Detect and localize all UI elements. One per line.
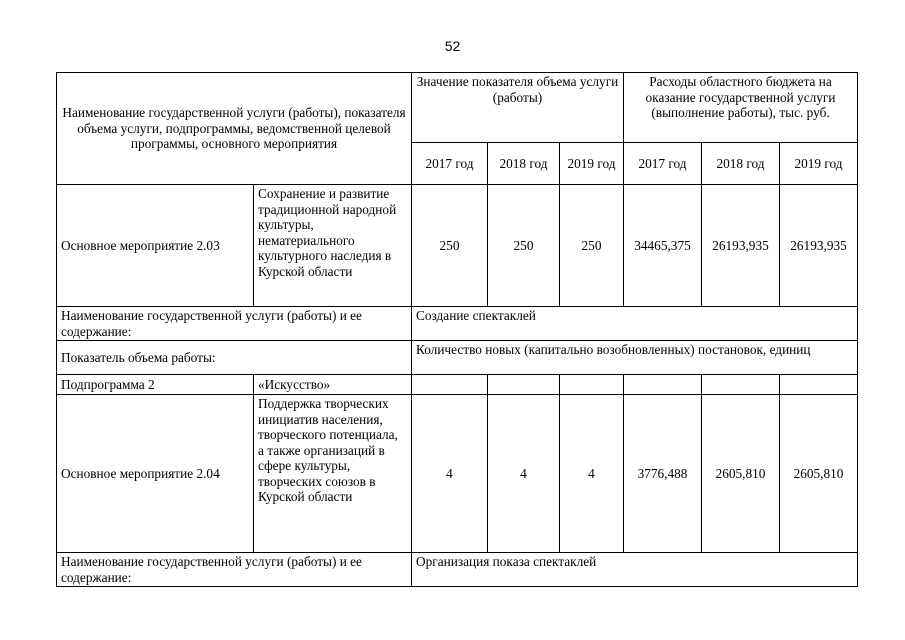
table-row (57, 185, 858, 307)
table-row (57, 341, 858, 375)
header-name-cell: Наименование государственной услуги (работы), показателя объема услуги, подпрограммы, ведомственной целевой программы, основного мероприятия (57, 73, 412, 185)
value-cell: 250 (488, 185, 560, 307)
value-cell: 4 (488, 395, 560, 553)
value-cell: 26193,935 (780, 185, 858, 307)
subprogram-name: «Искусство» (254, 375, 412, 395)
empty-cell (624, 375, 702, 395)
empty-cell (780, 375, 858, 395)
subprogram-label: Подпрограмма 2 (57, 375, 254, 395)
table-row (57, 553, 858, 587)
value-cell: 26193,935 (702, 185, 780, 307)
activity-description: Поддержка творческих инициатив населения, творческого потенциала, а также организаций в сфере культуры, творческих союзов в Курской области (254, 395, 412, 553)
table-row (57, 307, 858, 341)
budget-table (56, 72, 858, 587)
activity-description: Сохранение и развитие традиционной народной культуры, нематериального культурного наследия в Курской области (254, 185, 412, 307)
service-value: Организация показа спектаклей (412, 553, 858, 587)
year-header: 2018 год (488, 143, 560, 185)
value-cell: 4 (412, 395, 488, 553)
year-header: 2019 год (560, 143, 624, 185)
year-header: 2017 год (412, 143, 488, 185)
value-cell: 2605,810 (702, 395, 780, 553)
value-cell: 2605,810 (780, 395, 858, 553)
activity-label: Основное мероприятие 2.03 (57, 185, 254, 307)
value-cell: 250 (560, 185, 624, 307)
empty-cell (560, 375, 624, 395)
empty-cell (702, 375, 780, 395)
table-row (57, 395, 858, 553)
service-label: Наименование государственной услуги (работы) и ее содержание: (57, 307, 412, 341)
activity-label: Основное мероприятие 2.04 (57, 395, 254, 553)
year-header: 2018 год (702, 143, 780, 185)
year-header: 2017 год (624, 143, 702, 185)
table-row (57, 375, 858, 395)
page-number: 52 (444, 38, 461, 54)
header-indicator-group: Значение показателя объема услуги (работы) (412, 73, 624, 143)
service-value: Создание спектаклей (412, 307, 858, 341)
header-row (57, 73, 858, 143)
value-cell: 250 (412, 185, 488, 307)
empty-cell (488, 375, 560, 395)
value-cell: 4 (560, 395, 624, 553)
service-label: Наименование государственной услуги (работы) и ее содержание: (57, 553, 412, 587)
indicator-value: Количество новых (капитально возобновленных) постановок, единиц (412, 341, 858, 375)
value-cell: 3776,488 (624, 395, 702, 553)
value-cell: 34465,375 (624, 185, 702, 307)
header-expense-group: Расходы областного бюджета на оказание государственной услуги (выполнение работы), тыс. руб. (624, 73, 858, 143)
empty-cell (412, 375, 488, 395)
year-header: 2019 год (780, 143, 858, 185)
indicator-label: Показатель объема работы: (57, 341, 412, 375)
